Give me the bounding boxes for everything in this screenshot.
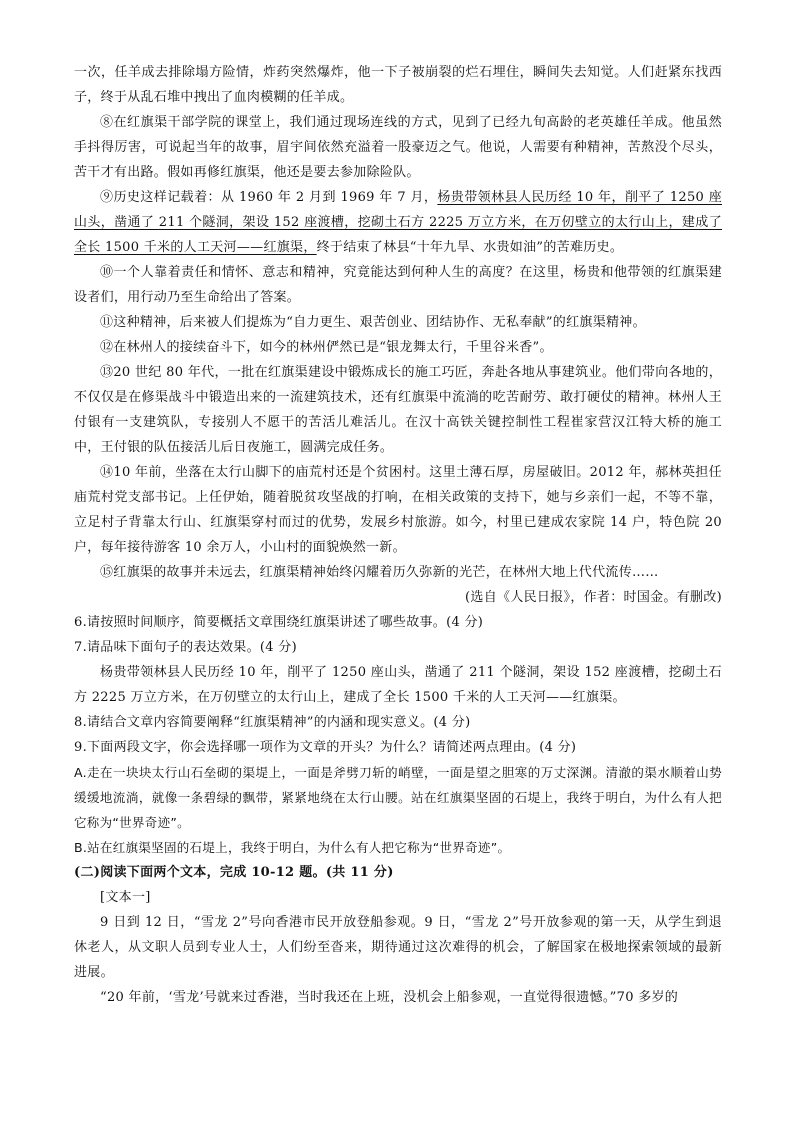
- paragraph-continued: 一次，任羊成去排除塌方险情，炸药突然爆炸，他一下子被崩裂的烂石埋住，瞬间失去知觉。人们赶紧东找西子，终于从乱石堆中拽出了血肉模糊的任羊成。: [74, 65, 722, 105]
- question-6: 6.请按照时间顺序，简要概括文章围绕红旗渠讲述了哪些故事。(4 分): [74, 615, 484, 630]
- paragraph-8: ⑧在红旗渠干部学院的课堂上，我们通过现场连线的方式，见到了已经九旬高龄的老英雄任羊成。他虽然手抖得厉害，可说起当年的故事，眉宇间依然充溢着一股豪迈之气。他说，人需要有种精神，苦熬没个尽头，苦干才有出路。假如再修红旗渠，他还是要去参加除险队。: [74, 115, 722, 180]
- question-9: 9.下面两段文字，你会选择哪一项作为文章的开头？为什么？请简述两点理由。(4 分): [74, 740, 577, 755]
- question-9-option-b: B.站在红旗渠坚固的石堤上，我终于明白，为什么有人把它称为“世界奇迹”。: [74, 840, 511, 855]
- question-9-option-a: A.走在一块块太行山石垒砌的渠堤上，一面是斧劈刀斩的峭壁，一面是望之胆寒的万丈深渊。清澈的渠水顺着山势缓缓地流淌，就像一条碧绿的飘带，紧紧地绕在太行山腰。站在红旗渠坚固的石堤上，我终于明白，为什么有人把它称为“世界奇迹”。: [74, 765, 722, 830]
- source-citation: (选自《人民日报》，作者：时国金。有删改): [465, 590, 722, 605]
- paragraph-12: ⑫在林州人的接续奋斗下，如今的林州俨然已是“银龙舞太行，千里谷米香”。: [100, 340, 553, 355]
- paragraph-14: ⑭10 年前，坐落在太行山脚下的庙荒村还是个贫困村。这里土薄石厚，房屋破旧。2012 年，郝林英担任庙荒村党支部书记。上任伊始，随着脱贫攻坚战的打响，在相关政策的支持下，她与乡亲们一起，不等不靠，立足村子背靠太行山、红旗渠穿村而过的优势，发展乡村旅游。如今，村里已建成农家院 14 户，特色院 20 户，每年接待游客 10 余万人，小山村的面貌焕然一新。: [74, 465, 722, 555]
- text-1-label: [文本一]: [100, 890, 151, 905]
- section-2-heading: (二)阅读下面两个文本，完成 10-12 题。(共 11 分): [74, 865, 394, 880]
- text-1-paragraph-2: “20 年前，‘雪龙’号就来过香港，当时我还在上班，没机会上船参观，一直觉得很遗憾。”70 多岁的: [100, 990, 679, 1005]
- question-7-quote: 杨贵带领林县人民历经 10 年，削平了 1250 座山头，凿通了 211 个隧洞，架设 152 座渡槽，挖砌土石方 2225 万立方米，在万仞壁立的太行山上，建成了全长 1500 千米的人工天河——红旗渠。: [74, 665, 722, 705]
- paragraph-15: ⑮红旗渠的故事并未远去，红旗渠精神始终闪耀着历久弥新的光芒，在林州大地上代代流传……: [100, 565, 659, 580]
- paragraph-9: [74, 185, 722, 260]
- question-8: 8.请结合文章内容简要阐释“红旗渠精神”的内涵和现实意义。(4 分): [74, 715, 471, 730]
- paragraph-10: ⑩一个人靠着责任和情怀、意志和精神，究竟能达到何种人生的高度？在这里，杨贵和他带领的红旗渠建设者们，用行动乃至生命给出了答案。: [74, 265, 722, 305]
- paragraph-11: ⑪这种精神，后来被人们提炼为“自力更生、艰苦创业、团结协作、无私奉献”的红旗渠精神。: [100, 315, 646, 330]
- paragraph-9-underlined: 杨贵带领林县人民历经 10 年，削平了 1250 座山头，凿通了 211 个隧洞，架设 152 座渡槽，挖砌土石方 2225 万立方米，在万仞壁立的太行山上，建成了全长 1500 千米的人工天河——红旗渠，: [74, 190, 722, 255]
- paragraph-13: ⑬20 世纪 80 年代，一批在红旗渠建设中锻炼成长的施工巧匠，奔赴各地从事建筑业。他们带向各地的，不仅仅是在修渠战斗中锻造出来的一流建筑技术，还有红旗渠中流淌的吃苦耐劳、敢打硬仗的精神。林州人王付银有一支建筑队，专接别人不愿干的苦活儿难活儿。在汉十高铁关键控制性工程崔家营汉江特大桥的施工中，王付银的队伍接活儿后日夜施工，圆满完成任务。: [74, 365, 722, 455]
- paragraph-9-tail: 终于结束了林县“十年九旱、水贵如油”的苦难历史。: [316, 240, 624, 255]
- question-7: 7.请品味下面句子的表达效果。(4 分): [74, 640, 297, 655]
- paragraph-9-lead: ⑨历史这样记载着：从 1960 年 2 月到 1969 年 7 月，: [100, 190, 438, 205]
- text-1-paragraph-1: 9 日到 12 日，“雪龙 2”号向香港市民开放登船参观。9 日，“雪龙 2”号开放参观的第一天，从学生到退休老人，从文职人员到专业人士，人们纷至沓来，期待通过这次难得的机会，了解国家在极地探索领域的最新进展。: [74, 915, 722, 980]
